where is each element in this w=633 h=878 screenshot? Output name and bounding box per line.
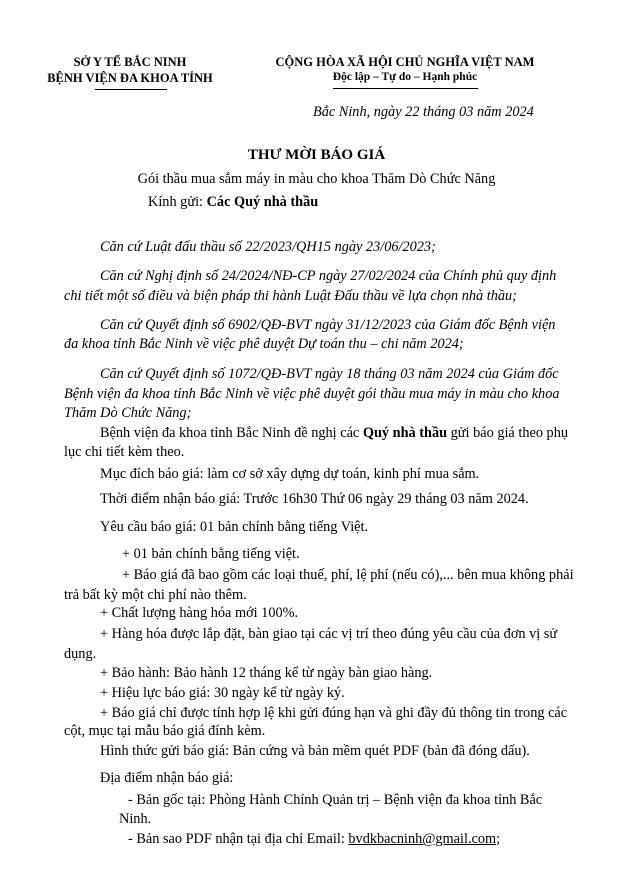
request-text-end: gửi báo giá theo phụ <box>450 425 568 441</box>
basis-line: Căn cứ Quyết định số 1072/QĐ-BVT ngày 18 tháng 03 năm 2024 của Giám đốc <box>100 366 559 382</box>
location-copy-suffix: ; <box>496 831 501 847</box>
basis-line: Thăm Dò Chức Năng; <box>64 405 192 421</box>
purpose: Mục đích báo giá: làm cơ sở xây dựng dự toán, kinh phí mua sắm. <box>100 466 480 482</box>
location-original: - Bản gốc tại: Phòng Hành Chính Quản trị – Bệnh viện đa khoa tỉnh Bắc <box>128 792 543 808</box>
basis-line: đa khoa tỉnh Bắc Ninh về việc phê duyệt Dự toán thu – chi năm 2024; <box>64 336 464 352</box>
condition-line: + Bảo hành: Bảo hành 12 tháng kể từ ngày bàn giao hàng. <box>100 665 433 681</box>
condition-line: + 01 bản chính bằng tiếng việt. <box>122 546 300 562</box>
condition-line: + Báo giá đã bao gồm các loại thuế, phí, lệ phí (nếu có),... bên mua không phải <box>122 567 574 583</box>
basis-line: Căn cứ Quyết định số 6902/QĐ-BVT ngày 31/12/2023 của Giám đốc Bệnh viện <box>100 317 556 333</box>
location-original-2: Ninh. <box>119 811 152 827</box>
basis-line: chi tiết một số điều và biện pháp thi hành Luật Đấu thầu về lựa chọn nhà thầu; <box>64 288 517 304</box>
request-line-2: lục chi tiết kèm theo. <box>64 444 185 460</box>
agency-name: SỞ Y TẾ BẮC NINH <box>73 55 187 69</box>
condition-line: + Báo giá chỉ được tính hợp lệ khi gửi đúng hạn và ghi đầy đủ thông tin trong các <box>100 705 568 721</box>
greeting-recipient: Các Quý nhà thầu <box>206 194 319 210</box>
hospital-name: BỆNH VIỆN ĐA KHOA TỈNH <box>47 71 213 85</box>
basis-line: Căn cứ Luật đấu thầu số 22/2023/QH15 ngày 23/06/2023; <box>100 239 436 255</box>
location-label: Địa điểm nhận báo giá: <box>100 770 234 786</box>
request-line <box>100 425 568 442</box>
national-title: CỘNG HÒA XÃ HỘI CHỦ NGHĨA VIỆT NAM <box>275 55 535 69</box>
document-title: THƯ MỜI BÁO GIÁ <box>247 147 386 163</box>
condition-line: trả bất kỳ một chi phí nào thêm. <box>64 587 247 603</box>
left-header-divider <box>95 89 167 90</box>
email-link[interactable]: bvdkbacninh@gmail.com <box>348 831 497 847</box>
condition-line: cột, mục tại mẫu báo giá đính kèm. <box>64 723 266 739</box>
request-text: Bệnh viện đa khoa tỉnh Bắc Ninh đề nghị các <box>100 425 360 441</box>
greeting-label: Kính gửi: <box>148 194 204 210</box>
location-copy <box>128 831 500 848</box>
national-motto: Độc lập – Tự do – Hạnh phúc <box>332 71 478 83</box>
date-line: Bắc Ninh, ngày 22 tháng 03 năm 2024 <box>313 104 534 120</box>
basis-line: Bệnh viện đa khoa tỉnh Bắc Ninh về việc phê duyệt gói thầu mua máy in màu cho khoa <box>64 386 560 402</box>
condition-line: + Hàng hóa được lắp đặt, bàn giao tại các vị trí theo đúng yêu cầu của đơn vị sử <box>100 626 558 642</box>
deadline: Thời điểm nhận báo giá: Trước 16h30 Thứ 06 ngày 29 tháng 03 năm 2024. <box>100 491 529 507</box>
condition-line: dụng. <box>64 646 97 662</box>
document-subtitle: Gói thầu mua sắm máy in màu cho khoa Thăm Dò Chức Năng <box>137 171 496 187</box>
condition-line: + Chất lượng hàng hóa mới 100%. <box>100 605 299 621</box>
condition-line: + Hiệu lực báo giá: 30 ngày kể từ ngày ký. <box>100 685 345 701</box>
requirement: Yêu cầu báo giá: 01 bản chính bằng tiếng Việt. <box>100 519 369 535</box>
right-header-divider <box>333 88 478 89</box>
request-recipient: Quý nhà thầu <box>362 425 448 441</box>
basis-line: Căn cứ Nghị định số 24/2024/NĐ-CP ngày 27/02/2024 của Chính phủ quy định <box>100 268 557 284</box>
location-copy-prefix: - Bản sao PDF nhận tại địa chỉ Email: <box>128 831 345 847</box>
greeting <box>148 194 318 211</box>
submission-form: Hình thức gửi báo giá: Bản cứng và bản mềm quét PDF (bản đã đóng dấu). <box>100 743 530 759</box>
